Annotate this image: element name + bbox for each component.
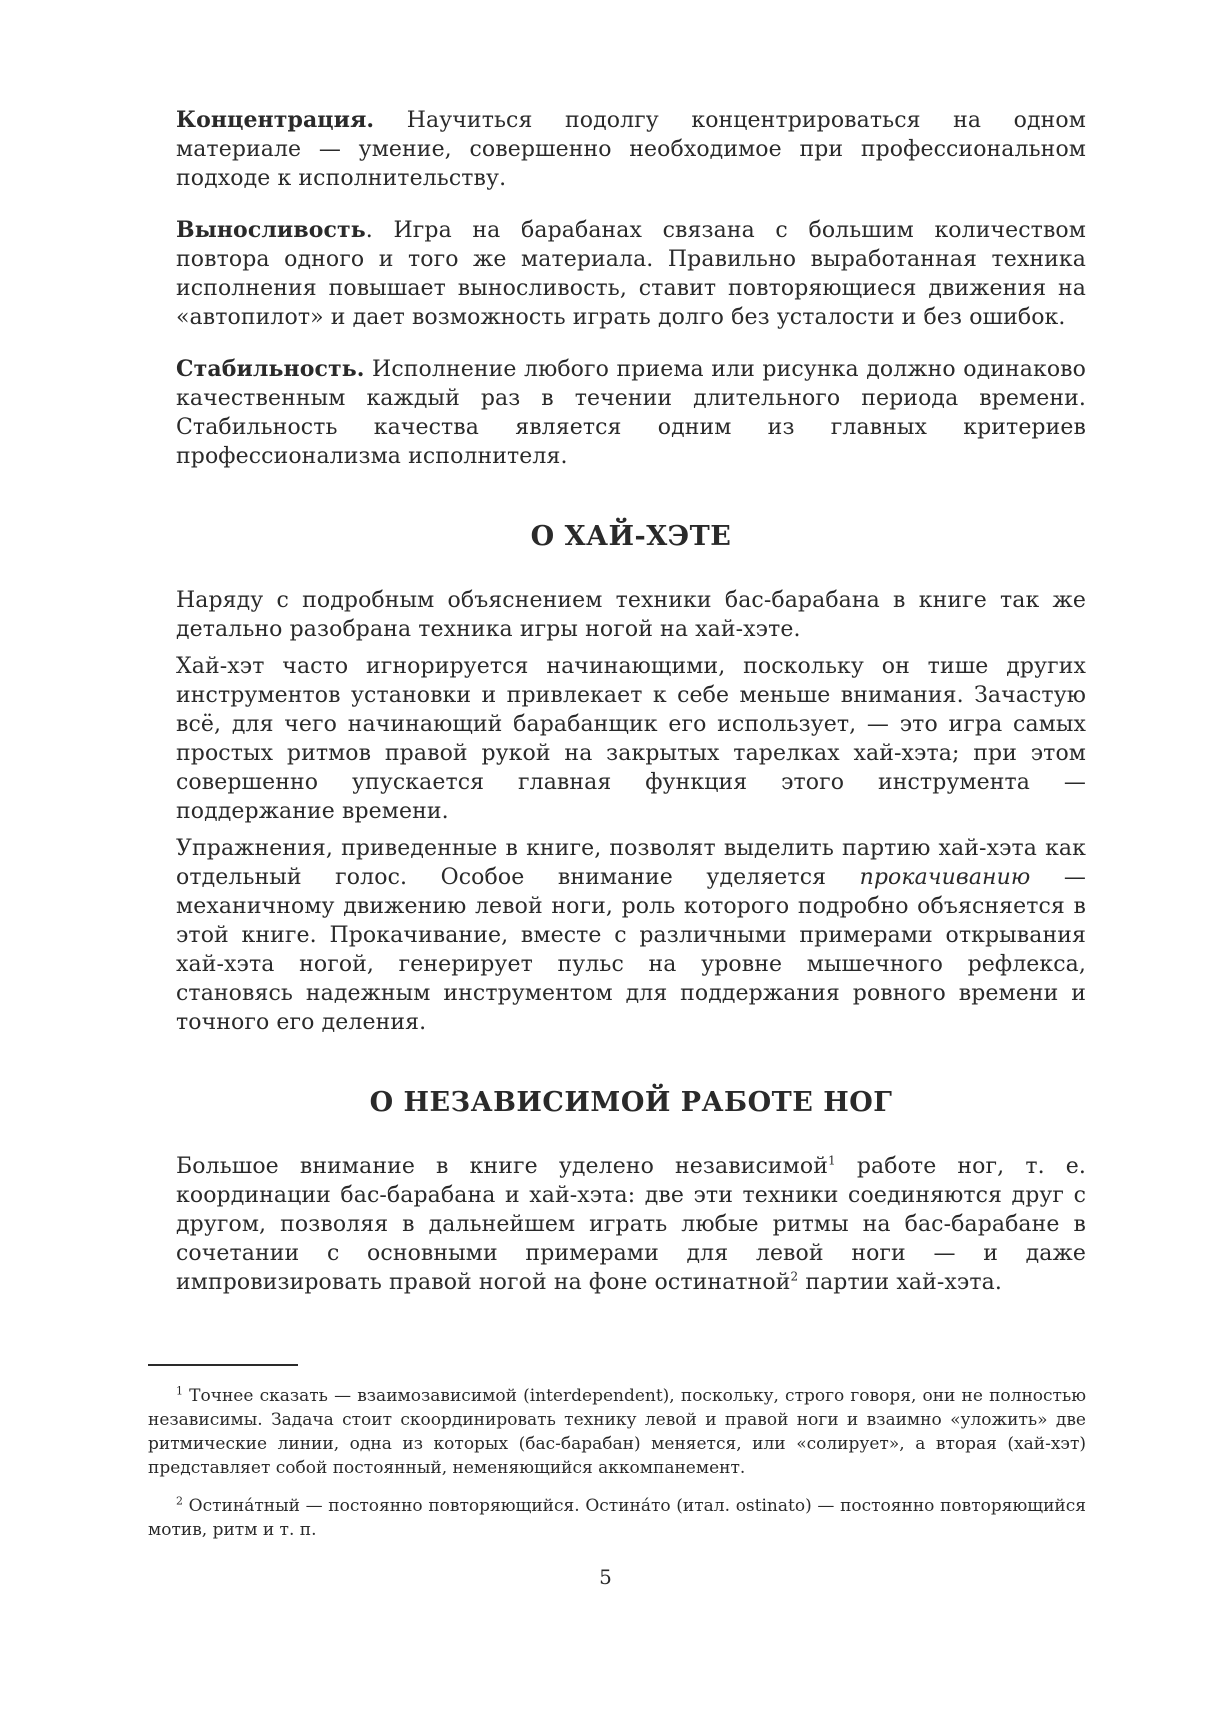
hihat-paragraph-3	[176, 834, 1086, 1037]
definition-endurance	[176, 216, 1086, 332]
section-title-hihat: О ХАЙ-ХЭТЕ	[530, 521, 732, 552]
paragraph-text: Большое внимание в книге уделено независимой	[176, 1154, 828, 1179]
footnote-ref-2[interactable]: 2	[790, 1269, 799, 1284]
footnote-text: Остина́тный — постоянно повторяющийся. Остина́то (итал. ostinato) — постоянно повторяющийся мотив, ритм и т. п.	[148, 1496, 1086, 1540]
footnote-divider	[148, 1364, 298, 1366]
footnotes	[148, 1384, 1086, 1556]
definition-stability	[176, 355, 1086, 471]
emphasis-term: прокачиванию	[859, 865, 1031, 890]
footnote-mark: 1	[176, 1384, 183, 1398]
independence-paragraph	[176, 1152, 1086, 1297]
hihat-paragraph-2: Хай-хэт часто игнорируется начинающими, поскольку он тише других инструментов установки и привлекает к себе меньше внимания. Зачастую всё, для чего начинающий барабанщик его использует, — это игра самых простых ритмов правой рукой на закрытых тарелках хай-хэта; при этом совершенно упускается главная функция этого инструмента — поддержание времени.	[176, 654, 1086, 824]
paragraph-text: Упражнения, приведенные в книге, позволят выделить партию хай-хэта как отдельный голос. Особое внимание уделяется	[176, 836, 1086, 890]
page-body	[176, 106, 1086, 1297]
definition-term: Стабильность.	[176, 356, 365, 382]
definition-concentration	[176, 106, 1086, 193]
definition-term: Выносливость	[176, 217, 366, 243]
page-number: 5	[599, 1565, 612, 1589]
footnote-ref-1[interactable]: 1	[828, 1153, 836, 1168]
footnote-mark: 2	[176, 1494, 183, 1508]
footnote-2	[148, 1494, 1086, 1542]
footnote-1	[148, 1384, 1086, 1480]
definition-text: Исполнение любого приема или рисунка должно одинаково качественным каждый раз в течении длительного периода времени. Стабильность качества является одним из главных критериев профессионализма исполнителя.	[176, 357, 1086, 469]
definition-text: . Игра на барабанах связана с большим количеством повтора одного и того же материала. Правильно выработанная техника исполнения повышает выносливость, ставит повторяющиеся движения на «автопилот» и дает возможность играть долго без усталости и без ошибок.	[176, 218, 1086, 330]
paragraph-text: работе ног, т. е. координации бас-барабана и хай-хэта: две эти техники соединяются друг с другом, позволяя в дальнейшем играть любые ритмы на бас-барабане в сочетании с основными примерами для левой ноги — и даже импровизировать правой ногой на фоне остинатной	[176, 1154, 1086, 1295]
section-title-independence: О НЕЗАВИСИМОЙ РАБОТЕ НОГ	[369, 1087, 893, 1118]
footnote-text: Точнее сказать — взаимозависимой (interdependent), поскольку, строго говоря, они не полностью независимы. Задача стоит скоординировать технику левой и правой ноги и взаимно «уложить» две ритмические линии, одна из которых (бас-барабан) меняется, или «солирует», а вторая (хай-хэт) представляет собой постоянный, неменяющийся аккомпанемент.	[148, 1386, 1086, 1478]
definition-text: Научиться подолгу концентрироваться на одном материале — умение, совершенно необходимое при профессиональном подходе к исполнительству.	[176, 108, 1086, 191]
hihat-paragraph-1: Наряду с подробным объяснением техники бас-барабана в книге так же детально разобрана техника игры ногой на хай-хэте.	[176, 588, 1086, 642]
paragraph-text: — механичному движению левой ноги, роль которого подробно объясняется в этой книге. Прокачивание, вместе с различными примерами открывания хай-хэта ногой, генерирует пульс на уровне мышечного рефлекса, становясь надежным инструментом для поддержания ровного времени и точного его деления.	[176, 865, 1086, 1035]
paragraph-text: партии хай-хэта.	[798, 1270, 1002, 1295]
definition-term: Концентрация.	[176, 107, 375, 133]
